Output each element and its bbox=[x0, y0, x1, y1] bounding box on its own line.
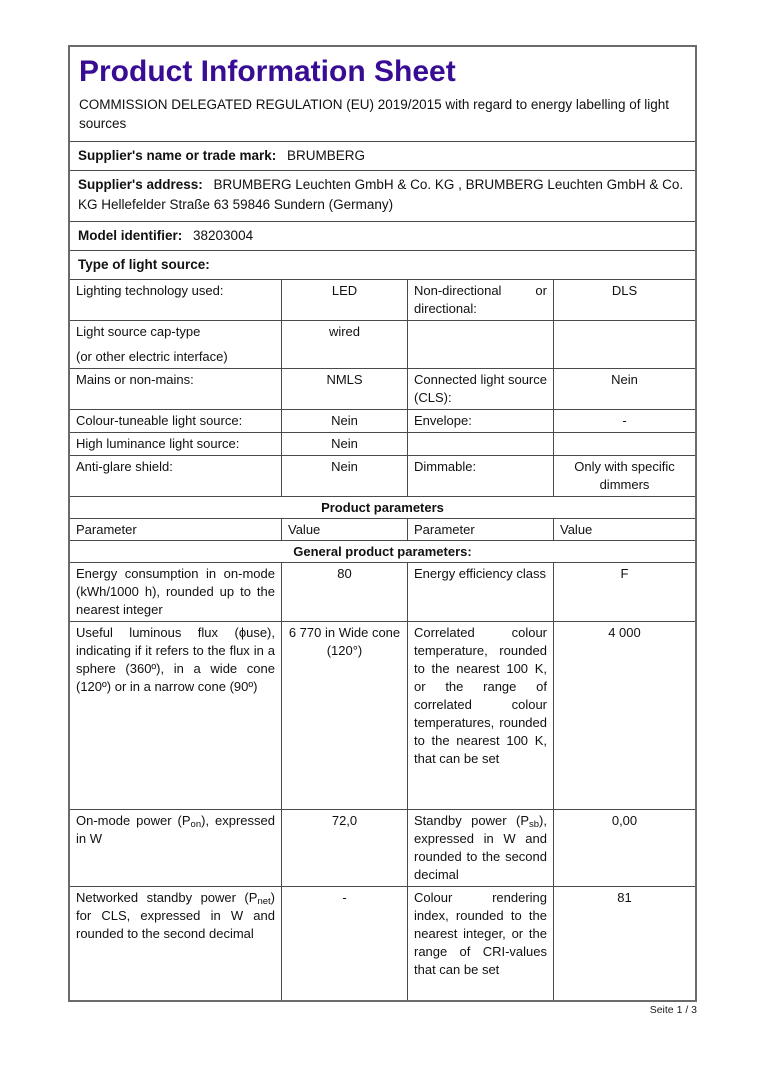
value-cell: Nein bbox=[281, 410, 407, 432]
param-cell: High luminance light source: bbox=[76, 436, 240, 451]
value-cell: 6 770 in Wide cone (120°) bbox=[281, 622, 407, 809]
subscript-text: on bbox=[190, 819, 202, 830]
supplier-name-row bbox=[70, 141, 695, 170]
supplier-address-row bbox=[70, 170, 695, 221]
column-header: Value bbox=[281, 519, 407, 540]
param-cell bbox=[70, 887, 281, 1000]
column-header-row bbox=[70, 518, 695, 540]
value-cell: - bbox=[553, 410, 695, 432]
param-cell: Energy efficiency class bbox=[407, 563, 553, 621]
param-line: Light source cap-type bbox=[76, 324, 201, 339]
table-row bbox=[70, 562, 695, 621]
supplier-address-label: Supplier's address: bbox=[78, 177, 203, 192]
subscript-text: net bbox=[257, 896, 271, 907]
param-cell: Dimmable: bbox=[407, 456, 553, 496]
page-number: Seite 1 / 3 bbox=[649, 1004, 697, 1016]
column-header: Value bbox=[553, 519, 695, 540]
value-cell: Nein bbox=[281, 456, 407, 496]
param-cell: Colour-tuneable light source: bbox=[76, 413, 243, 428]
value-cell bbox=[553, 433, 695, 455]
table-row bbox=[70, 409, 695, 432]
model-identifier-row bbox=[70, 221, 695, 250]
product-information-table bbox=[68, 45, 697, 1002]
param-cell: Energy consumption in on-mode (kWh/1000 h), rounded up to the nearest integer bbox=[76, 566, 275, 617]
param-cell bbox=[70, 810, 281, 886]
column-header: Parameter bbox=[76, 522, 137, 537]
title-section bbox=[70, 47, 695, 141]
param-cell bbox=[407, 433, 553, 455]
table-row bbox=[70, 886, 695, 1000]
param-text: Networked standby power (P bbox=[76, 890, 258, 905]
model-identifier-value: 38203004 bbox=[193, 228, 254, 243]
value-cell bbox=[553, 321, 695, 368]
value-cell: 72,0 bbox=[281, 810, 407, 886]
table-row bbox=[70, 621, 695, 809]
value-cell: Nein bbox=[553, 369, 695, 409]
value-cell: LED bbox=[281, 280, 407, 320]
param-cell: Correlated colour temperature, rounded to the nearest 100 K, or the range of correlated colour temperatures, rounded to the nearest 100 K, that can be set bbox=[407, 622, 553, 809]
value-cell: 4 000 bbox=[553, 622, 695, 809]
value-cell: F bbox=[553, 563, 695, 621]
param-text: Standby power (P bbox=[414, 813, 529, 828]
table-row bbox=[70, 455, 695, 496]
value-cell: NMLS bbox=[281, 369, 407, 409]
param-text: On-mode power (P bbox=[76, 813, 191, 828]
supplier-name-label: Supplier's name or trade mark: bbox=[78, 148, 277, 163]
type-of-light-source-label: Type of light source: bbox=[78, 257, 210, 272]
param-cell: Mains or non-mains: bbox=[76, 372, 194, 387]
value-cell: DLS bbox=[553, 280, 695, 320]
page-title: Product Information Sheet bbox=[79, 55, 456, 88]
param-cell bbox=[70, 321, 281, 368]
param-text: ), expressed in W and rounded to the second decimal bbox=[414, 813, 547, 882]
type-of-light-source-row bbox=[70, 250, 695, 279]
param-cell: Colour rendering index, rounded to the nearest integer, or the range of CRI-values that can be set bbox=[407, 887, 553, 1000]
param-text: ) for CLS, expressed in W and rounded to the second decimal bbox=[76, 890, 275, 941]
value-cell: 81 bbox=[553, 887, 695, 1000]
param-cell bbox=[407, 321, 553, 368]
model-identifier-label: Model identifier: bbox=[78, 228, 183, 243]
value-cell: Only with specific dimmers bbox=[553, 456, 695, 496]
supplier-name-value: BRUMBERG bbox=[287, 148, 366, 163]
param-text: ), expressed in W bbox=[76, 813, 275, 846]
param-cell: Anti-glare shield: bbox=[76, 459, 173, 474]
value-cell: 0,00 bbox=[553, 810, 695, 886]
param-cell bbox=[407, 810, 553, 886]
param-cell: Envelope: bbox=[407, 410, 553, 432]
param-line: (or other electric interface) bbox=[76, 349, 228, 364]
column-header: Parameter bbox=[407, 519, 553, 540]
param-cell: Non-directional or directional: bbox=[407, 280, 553, 320]
product-parameters-header: Product parameters bbox=[70, 496, 695, 518]
table-row bbox=[70, 432, 695, 455]
table-row bbox=[70, 368, 695, 409]
table-row bbox=[70, 279, 695, 320]
table-row bbox=[70, 809, 695, 886]
param-cell: Connected light source (CLS): bbox=[407, 369, 553, 409]
value-cell: 80 bbox=[281, 563, 407, 621]
param-cell: Lighting technology used: bbox=[76, 283, 224, 298]
table-row bbox=[70, 320, 695, 368]
supplier-address-value: BRUMBERG Leuchten GmbH & Co. KG , BRUMBERG Leuchten GmbH & Co. KG Hellefelder Straße 63 59846 Sundern (Germany) bbox=[78, 177, 684, 212]
subscript-text: sb bbox=[529, 819, 540, 830]
regulation-subtitle: COMMISSION DELEGATED REGULATION (EU) 2019/2015 with regard to energy labelling of light sources bbox=[79, 97, 669, 131]
param-cell: Useful luminous flux (ϕuse), indicating if it refers to the flux in a sphere (360º), in a wide cone (120º) or in a narrow cone (90º) bbox=[76, 625, 275, 694]
value-cell: wired bbox=[281, 321, 407, 368]
value-cell: - bbox=[281, 887, 407, 1000]
value-cell: Nein bbox=[281, 433, 407, 455]
general-parameters-header: General product parameters: bbox=[70, 540, 695, 562]
